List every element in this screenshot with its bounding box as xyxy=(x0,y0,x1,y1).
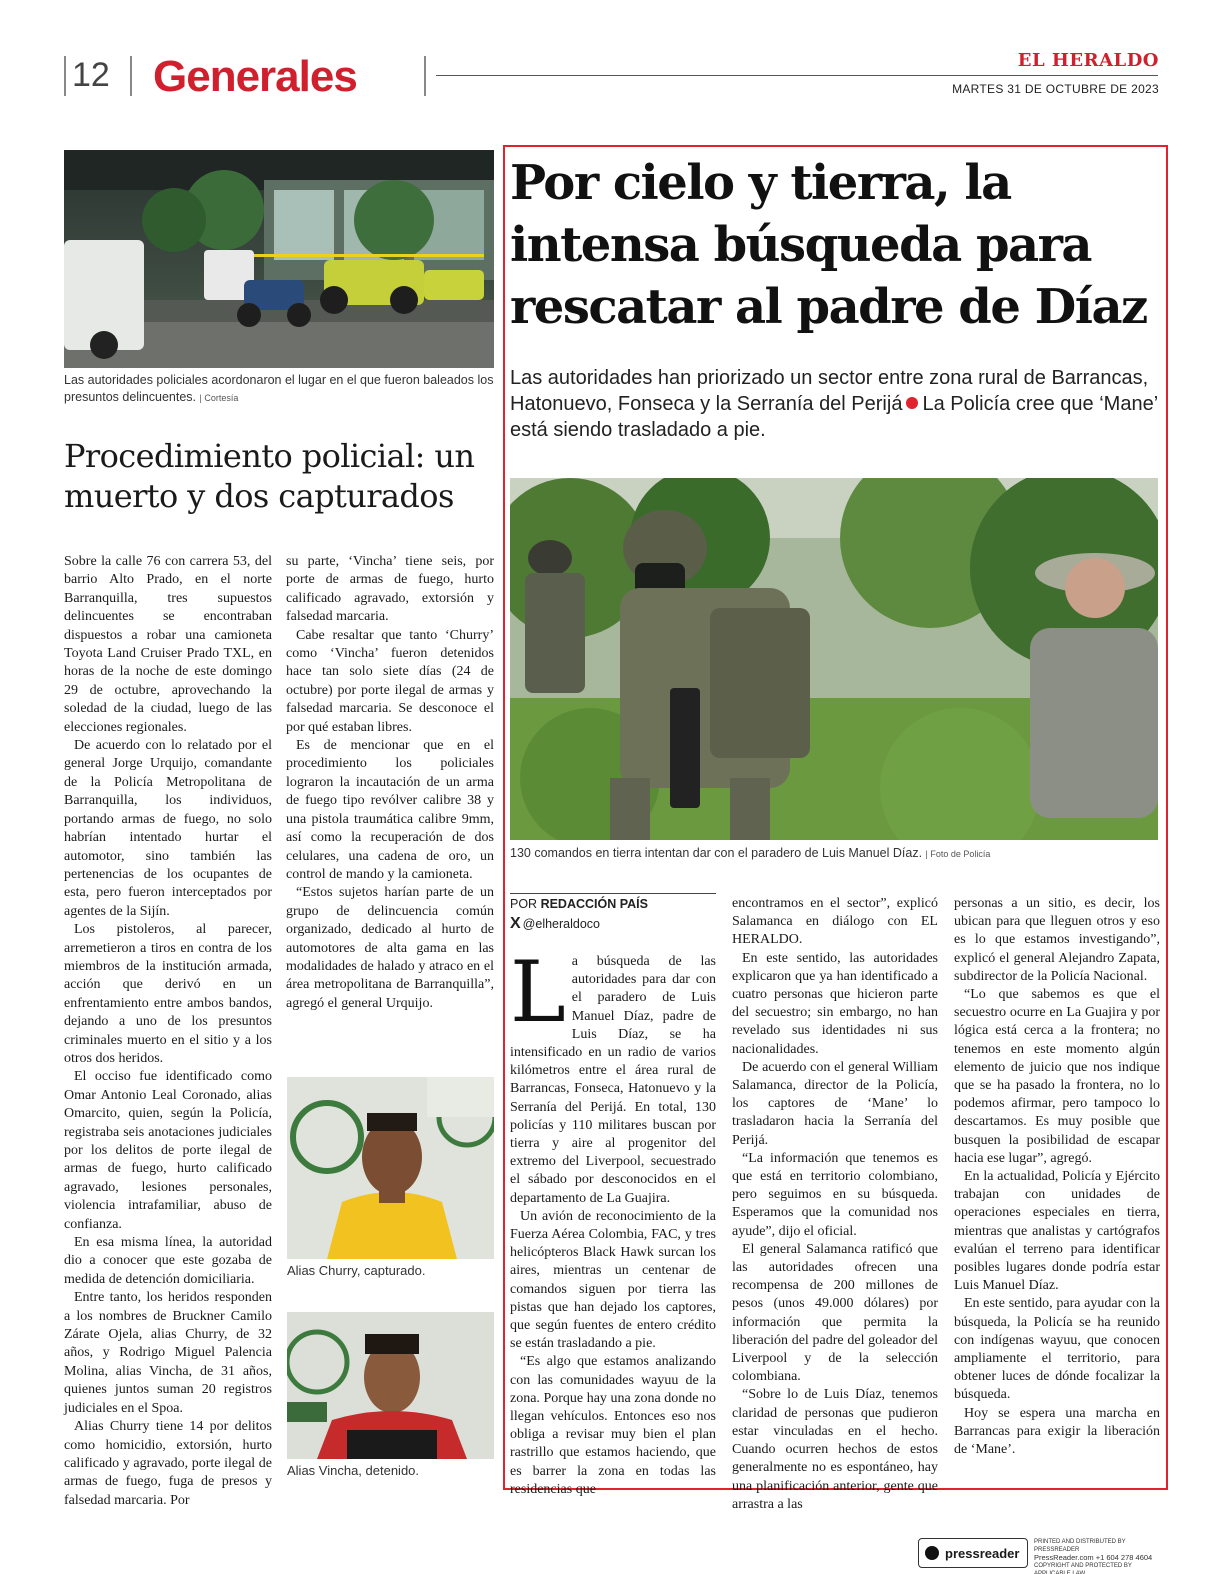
drop-cap: L xyxy=(510,943,566,1041)
article-headline: Por cielo y tierra, la intensa búsqueda para rescatar al padre de Díaz xyxy=(510,155,1147,335)
paragraph: Es de mencionar que en el procedimiento los policiales lograron la incautación de un arma de fuego tipo revólver calibre 38 y una pistola traumática calibre 9mm, así como la recuperación de dos celulares, una cadena de oro, un control de mando y la camioneta. xyxy=(286,738,494,882)
paragraph: Entre tanto, los heridos responden a los nombres de Bruckner Camilo Zárate Ojela, alias Churry, de 32 años, y Rodrigo Miguel Palencia Molina, alias Vincha, de 31 años, quienes juntos suman 20 registros judiciales en el Spoa. xyxy=(64,1290,272,1416)
paragraph: encontramos en el sector”, explicó Salamanca en diálogo con EL HERALDO. xyxy=(732,896,938,948)
paragraph: “Estos sujetos harían parte de un grupo de delincuencia común organizado, dedicado al hurto de automotores de alta gama en las modalidades de halado y atraco en el área metropolitana de Barranquilla”, agregó el general Urquijo. xyxy=(286,885,494,1011)
x-logo-icon: X xyxy=(510,915,521,932)
header-divider xyxy=(64,56,66,96)
paragraph: “Sobre lo de Luis Díaz, tenemos claridad de personas que pudieron estar vinculadas en el hecho. Cuando ocurren hechos de estos generalmente no es espontáneo, hay una planificación anterior, gente que arrastra a las xyxy=(732,1387,938,1512)
header-divider xyxy=(424,56,426,96)
notice-line: PRINTED AND DISTRIBUTED BY PRESSREADER xyxy=(1034,1539,1126,1553)
mugshot-vincha xyxy=(287,1312,494,1459)
paragraph: El general Salamanca ratificó que las autoridades ofrecen una recompensa de 200 millones de pesos (unos 49.000 dólares) por información que permita la liberación del padre del goleador del Liverpool y de la selección colombiana. xyxy=(732,1241,938,1385)
paragraph: personas a un sitio, es decir, los ubican para que lleguen otros y eso es lo que estamos investigando”, explicó el general Alejandro Zapata, subdirector de la Policía Nacional. xyxy=(954,896,1160,984)
bullet-icon xyxy=(906,397,918,409)
photo-credit: | Foto de Policía xyxy=(925,849,991,859)
page-number: 12 xyxy=(72,56,110,94)
main-article-column-2 xyxy=(732,895,938,1514)
pressreader-icon xyxy=(925,1546,939,1560)
photo-caption xyxy=(510,845,1158,863)
paragraph: su parte, ‘Vincha’ tiene seis, por porte de armas de fuego, hurto calificado agravado, extorsión y falsedad marcaria. xyxy=(286,554,494,625)
main-article-column-1 xyxy=(510,943,716,1499)
search-operation-photo xyxy=(510,478,1158,840)
pressreader-logo[interactable] xyxy=(918,1538,1028,1568)
paragraph: Un avión de reconocimiento de la Fuerza Aérea Colombia, FAC, y tres helicópteros Black Hawk surcan los aires, mientras un centenar de comandos siguen por tierra las pistas que han dejado los captores, que según fuentes de entero crédito se están trasladando a pie. xyxy=(510,1208,716,1352)
paragraph: De acuerdo con el general William Salamanca, director de la Policía, los captores de ‘Mane’ lo trasladaron hacia la Serranía del Perijá. xyxy=(732,1059,938,1148)
byline-prefix: POR xyxy=(510,897,541,911)
photo-credit: | Cortesía xyxy=(199,393,239,403)
byline-rule xyxy=(510,893,716,894)
paragraph: De acuerdo con lo relatado por el general Jorge Urquijo, comandante de la Policía Metropolitana de Barranquilla, los individuos, portando armas de fuego, no solo habrían intentado hurtar el automotor, sino también las pertenencias de los ocupantes de esta, pero fueron interceptados por agentes de la Sijín. xyxy=(64,738,272,919)
photo-caption xyxy=(64,372,494,407)
paragraph: El occiso fue identificado como Omar Antonio Leal Coronado, alias Omarcito, quien, según la Policía, registraba seis anotaciones judiciales por los delitos de porte ilegal de armas de fuego, hurto calificado agravado, lesiones personales, violencia intrafamiliar, abuso de confianza. xyxy=(64,1069,272,1232)
paragraph: Cabe resaltar que tanto ‘Churry’ como ‘Vincha’ fueron detenidos hace tan solo siete días (24 de octubre) por porte ilegal de armas y falsedad marcaria. Se desconoce el por qué estaban libres. xyxy=(286,627,494,735)
paragraph: Los pistoleros, al parecer, arremetieron a tiros en contra de los miembros de la institución armada, acción que derivó en un enfrentamiento entre ambos bandos, dejando a uno de los presuntos criminales muerto en el sitio y a los otros dos heridos. xyxy=(64,922,272,1066)
left-article-column-2 xyxy=(286,553,494,1013)
brand-logo: EL HERALDO xyxy=(1017,50,1159,71)
left-article-column-1 xyxy=(64,553,272,1510)
paragraph: Hoy se espera una marcha en Barrancas para exigir la liberación de ‘Mane’. xyxy=(954,1405,1160,1458)
social-handle xyxy=(510,915,600,933)
paragraph xyxy=(510,943,716,1208)
paragraph: “Lo que sabemos es que el secuestro ocurre en La Guajira y por lógica está cerca a la frontera; no tenemos en este momento algún elemento de juicio que nos indique que se ha pasado la frontera, no lo podemos afirmar, pero tampoco lo descartamos. Es muy posible que busquen la posibilidad de escapar hacia ese lugar”, agregó. xyxy=(954,987,1160,1166)
caption-text: Las autoridades policiales acordonaron el lugar en el que fueron baleados los presuntos delincuentes. xyxy=(64,373,494,404)
issue-date: MARTES 31 DE OCTUBRE DE 2023 xyxy=(952,82,1159,96)
byline xyxy=(510,897,648,911)
mugshot-caption: Alias Vincha, detenido. xyxy=(287,1463,420,1478)
deck-text: Las autoridades han priorizado un sector entre zona rural de Barrancas, Hatonuevo, Fonseca y la Serranía del Perijá xyxy=(510,367,1149,415)
mugshot-churry xyxy=(287,1077,494,1259)
paragraph-text: a búsqueda de las autoridades para dar con el paradero de Luis Manuel Díaz, padre de Luis Díaz, se ha intensificado en un radio de varios kilómetros entre el área rural de Barrancas, Fonseca, Hatonuevo y la Serranía del Perijá. En total, 130 policías y 110 militares buscan por tierra y aire al progenitor del extremo del Liverpool, secuestrado el sábado por desconocidos en el departamento de La Guajira. xyxy=(510,954,716,1206)
article-headline: Procedimiento policial: un muerto y dos capturados xyxy=(64,437,475,515)
paragraph: Alias Churry tiene 14 por delitos como homicidio, extorsión, hurto calificado y agravado, porte ilegal de armas de fuego, fuga de presos y falsedad marcaria. Por xyxy=(64,1419,272,1508)
paragraph: En este sentido, las autoridades explicaron que ya han identificado a cuatro personas que hicieron parte del secuestro; sin embargo, no han revelado sus identidades ni sus nacionalidades. xyxy=(732,950,938,1057)
paragraph: En esa misma línea, la autoridad dio a conocer que este gozaba de medida de detención domiciliaria. xyxy=(64,1235,272,1287)
header-rule xyxy=(436,75,1158,76)
section-title: Generales xyxy=(153,52,357,101)
main-article-column-3 xyxy=(954,895,1160,1459)
header-divider xyxy=(130,56,132,96)
notice-line: PressReader.com +1 604 278 4604 xyxy=(1034,1553,1153,1562)
crime-scene-photo xyxy=(64,150,494,368)
paragraph: En este sentido, para ayudar con la búsqueda, la Policía se ha reunido con indígenas wayuu, que conocen ampliamente el territorio, para obtener luces de dónde focalizar la búsqueda. xyxy=(954,1296,1160,1403)
pressreader-notice xyxy=(1034,1538,1164,1574)
notice-line: COPYRIGHT AND PROTECTED BY APPLICABLE LAW xyxy=(1034,1563,1132,1574)
handle-text: @elheraldoco xyxy=(522,917,600,931)
pressreader-logo-text: pressreader xyxy=(945,1545,1020,1561)
deck-text: La Policía cree que ‘Mane’ está siendo trasladado a pie. xyxy=(510,393,1158,441)
byline-author: REDACCIÓN PAÍS xyxy=(540,897,648,911)
paragraph: En la actualidad, Policía y Ejército trabajan con unidades de operaciones especiales en tierra, mientras que analistas y cartógrafos evalúan el terreno para identificar posibles lugares donde podría estar Luis Manuel Díaz. xyxy=(954,1169,1160,1294)
paragraph: “La información que tenemos es que está en territorio colombiano, pero seguimos en su búsqueda. Esperamos que la comunidad nos ayude”, dijo el oficial. xyxy=(732,1150,938,1239)
article-deck xyxy=(510,365,1160,443)
caption-text: 130 comandos en tierra intentan dar con el paradero de Luis Manuel Díaz. xyxy=(510,846,923,860)
paragraph: “Es algo que estamos analizando con las comunidades wayuu de la zona. Porque hay una zona donde no llegan vehículos. Entonces eso nos obliga a revisar muy bien el plan rastrillo que estamos haciendo, que es barrer la zona en todas las residencias que xyxy=(510,1354,716,1497)
mugshot-caption: Alias Churry, capturado. xyxy=(287,1263,426,1278)
paragraph: Sobre la calle 76 con carrera 53, del barrio Alto Prado, en el norte Barranquilla, tres supuestos delincuentes se encontraban dispuestos a robar una camioneta Toyota Land Cruiser Prado TXL, en horas de la noche de este domingo 29 de octubre, aprovechando la soledad de la ciudad, luego de las elecciones regionales. xyxy=(64,554,272,735)
